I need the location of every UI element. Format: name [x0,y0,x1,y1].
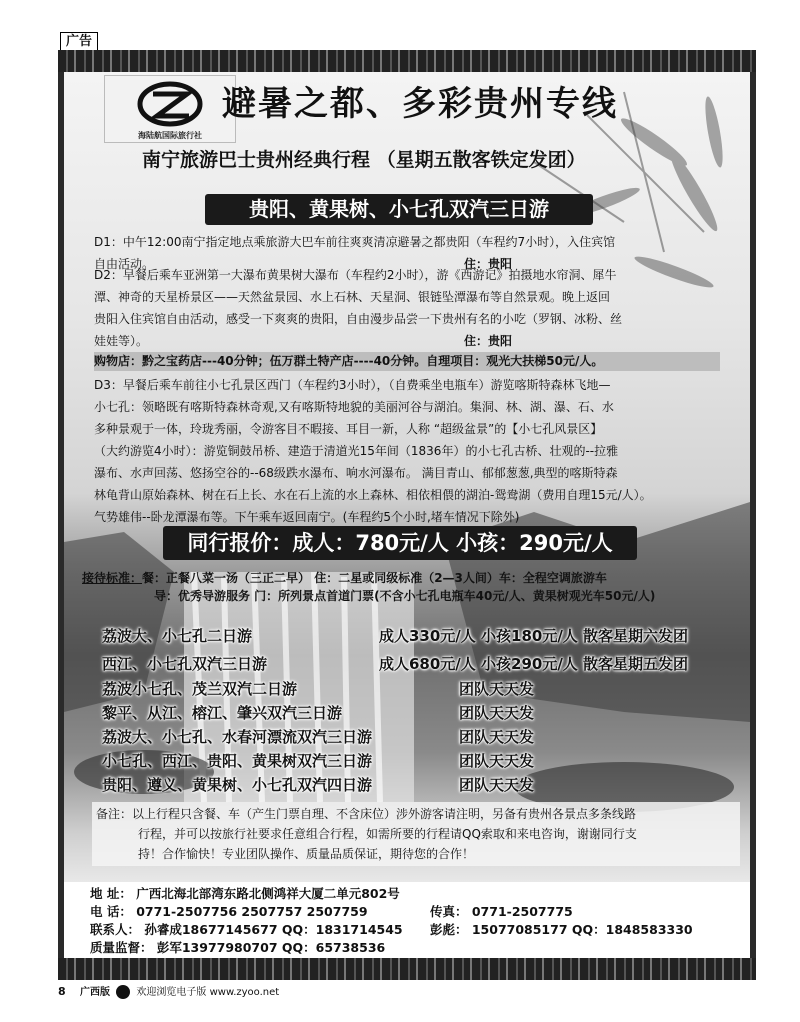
logo-emblem-icon [105,76,235,132]
itinerary-text: 娃娃等）。 [94,334,149,348]
route-name: 荔波小七孔、茂兰双汽二日游 [102,680,298,698]
remarks-line: 持！合作愉快！专业团队操作、质量品质保证，期待您的合作！ [138,847,475,861]
service-line-1 [82,569,607,586]
itinerary-day2 [94,264,714,352]
frame-top-border [58,50,756,72]
shopping-info: 购物店：黔之宝药店---40分钟；伍万群土特产店----40分钟。自理项目：观光大扶梯50元/人。 [94,352,720,371]
edition-label: 广西版 [80,987,111,998]
ad-tag: 广告 [60,32,98,52]
itinerary-line: 气势雄伟--卧龙潭瀑布等。下午乘车返回南宁。(车程约5个小时,堵车情况下除外) [94,510,520,524]
route-price: 团队天天发 [459,728,535,746]
service-line-2: 导：优秀导游服务 门：所列景点首道门票(不含小七孔电瓶车40元/人、黄果树观光车50元/人) [154,589,656,603]
route-name: 小七孔、西江、贵阳、黄果树双汽三日游 [102,752,373,770]
logo-company-name: 海陆航国际旅行社 [138,131,202,140]
quality-supervision: 质量监督： 彭军13977980707 QQ：65738536 [90,940,386,955]
itinerary-line: 潭、神奇的天星桥景区——天然盆景园、水上石林、天星洞、银链坠潭瀑布等自然景观。晚上返回 [94,290,611,304]
frame-bottom-border [58,958,756,980]
contact-address: 地 址： 广西北海北部湾东路北侧鸿祥大厦二单元802号 [90,886,400,901]
ad-title: 避暑之都、多彩贵州专线 [222,84,618,124]
ad-subtitle: 南宁旅游巴士贵州经典行程 （星期五散客铁定发团） [142,149,586,171]
footer-tagline: 欢迎浏览电子版 www.zyoo.net [136,987,280,998]
remarks-line: 行程，并可以按旅行社要求任意组合行程，如需所要的行程请QQ索取和来电咨询，谢谢同行支 [138,827,637,841]
route-name: 荔波大、小七孔二日游 [102,627,253,645]
contact-fax: 传真： 0771-2507775 [430,904,573,919]
page-number: 8 [58,985,66,998]
remarks [92,802,740,866]
itinerary-line: 小七孔：领略既有喀斯特森林奇观,又有喀斯特地貌的美丽河谷与湖泊。集洞、林、湖、瀑、石、水 [94,400,614,414]
service-text: 餐：正餐八菜一汤（三正二早） 住：二星或同级标准（2—3人间）车：全程空调旅游车 [142,571,607,585]
remarks-line: 备注：以上行程只含餐、车（产生门票自理、不含床位）涉外游客请注明，另备有贵州各景点多条线路 [96,807,637,821]
route-price: 团队天天发 [459,680,535,698]
itinerary-day3 [94,374,714,528]
itinerary-line: D1：中午12:00南宁指定地点乘旅游大巴车前往爽爽清凉避暑之都贵阳（车程约7小时），入住宾馆 [94,235,616,249]
itinerary-line: D2：早餐后乘车亚洲第一大瀑布黄果树大瀑布（车程约2小时），游《西游记》拍摄地水帘洞、犀牛 [94,268,617,282]
contact-person-2: 彭彪： 15077085177 QQ：1848583330 [430,922,693,937]
itinerary-line [94,330,714,352]
itinerary-line: D3：早餐后乘车前往小七孔景区西门（车程约3小时），（自费乘坐电瓶车）游览喀斯特森林飞地— [94,378,611,392]
route-name: 西江、小七孔双汽三日游 [102,655,268,673]
page-footer [58,983,279,1005]
price-banner: 同行报价：成人：780元/人 小孩：290元/人 [163,526,637,560]
itinerary-line: 瀑布、水声回荡、悠扬空谷的--68级跌水瀑布、响水河瀑布。 满目青山、郁郁葱葱,典型的喀斯特森 [94,466,618,480]
route-price: 团队天天发 [459,704,535,722]
service-label: 接待标准： [82,571,143,585]
itinerary-line: 林龟背山原始森林、树在石上长、水在石上流的水上森林、相依相偎的湖泊-鸳鸯湖（费用自理15元/人）。 [94,488,652,502]
route-name: 荔波大、小七孔、水春河漂流双汽三日游 [102,728,373,746]
tour-heading: 贵阳、黄果树、小七孔双汽三日游 [205,194,593,225]
itinerary-line: （大约游览4小时）：游览铜鼓吊桥、建造于清道光15年间（1836年）的小七孔古桥、壮观的--拉雅 [94,444,619,458]
route-price: 成人330元/人 小孩180元/人 散客星期六发团 [379,627,689,645]
route-price: 成人680元/人 小孩290元/人 散客星期五发团 [379,655,689,673]
route-name: 贵阳、遵义、黄果树、小七孔双汽四日游 [102,776,373,794]
lodging-info: 住：贵阳 [464,334,513,348]
contact-phone: 电 话： 0771-2507756 2507757 2507759 [90,904,368,919]
itinerary-line: 贵阳入住宾馆自由活动，感受一下爽爽的贵阳，自由漫步品尝一下贵州有名的小吃（罗钢、冰粉、丝 [94,312,623,326]
itinerary-text: 自由活动。 [94,257,155,271]
route-name: 黎平、从江、榕江、肇兴双汽三日游 [102,704,343,722]
route-price: 团队天天发 [459,776,535,794]
ad-content [64,72,750,882]
contact-person-1: 联系人： 孙睿成18677145677 QQ：1831714545 [90,922,403,937]
lodging-info: 住：贵阳 [464,257,513,271]
route-price: 团队天天发 [459,752,535,770]
brand-emblem-icon [116,985,130,999]
company-logo [104,75,236,143]
itinerary-line: 多种景观于一体，玲珑秀丽，令游客目不暇接、耳目一新，人称 “超级盆景”的【小七孔风景区】 [94,422,603,436]
